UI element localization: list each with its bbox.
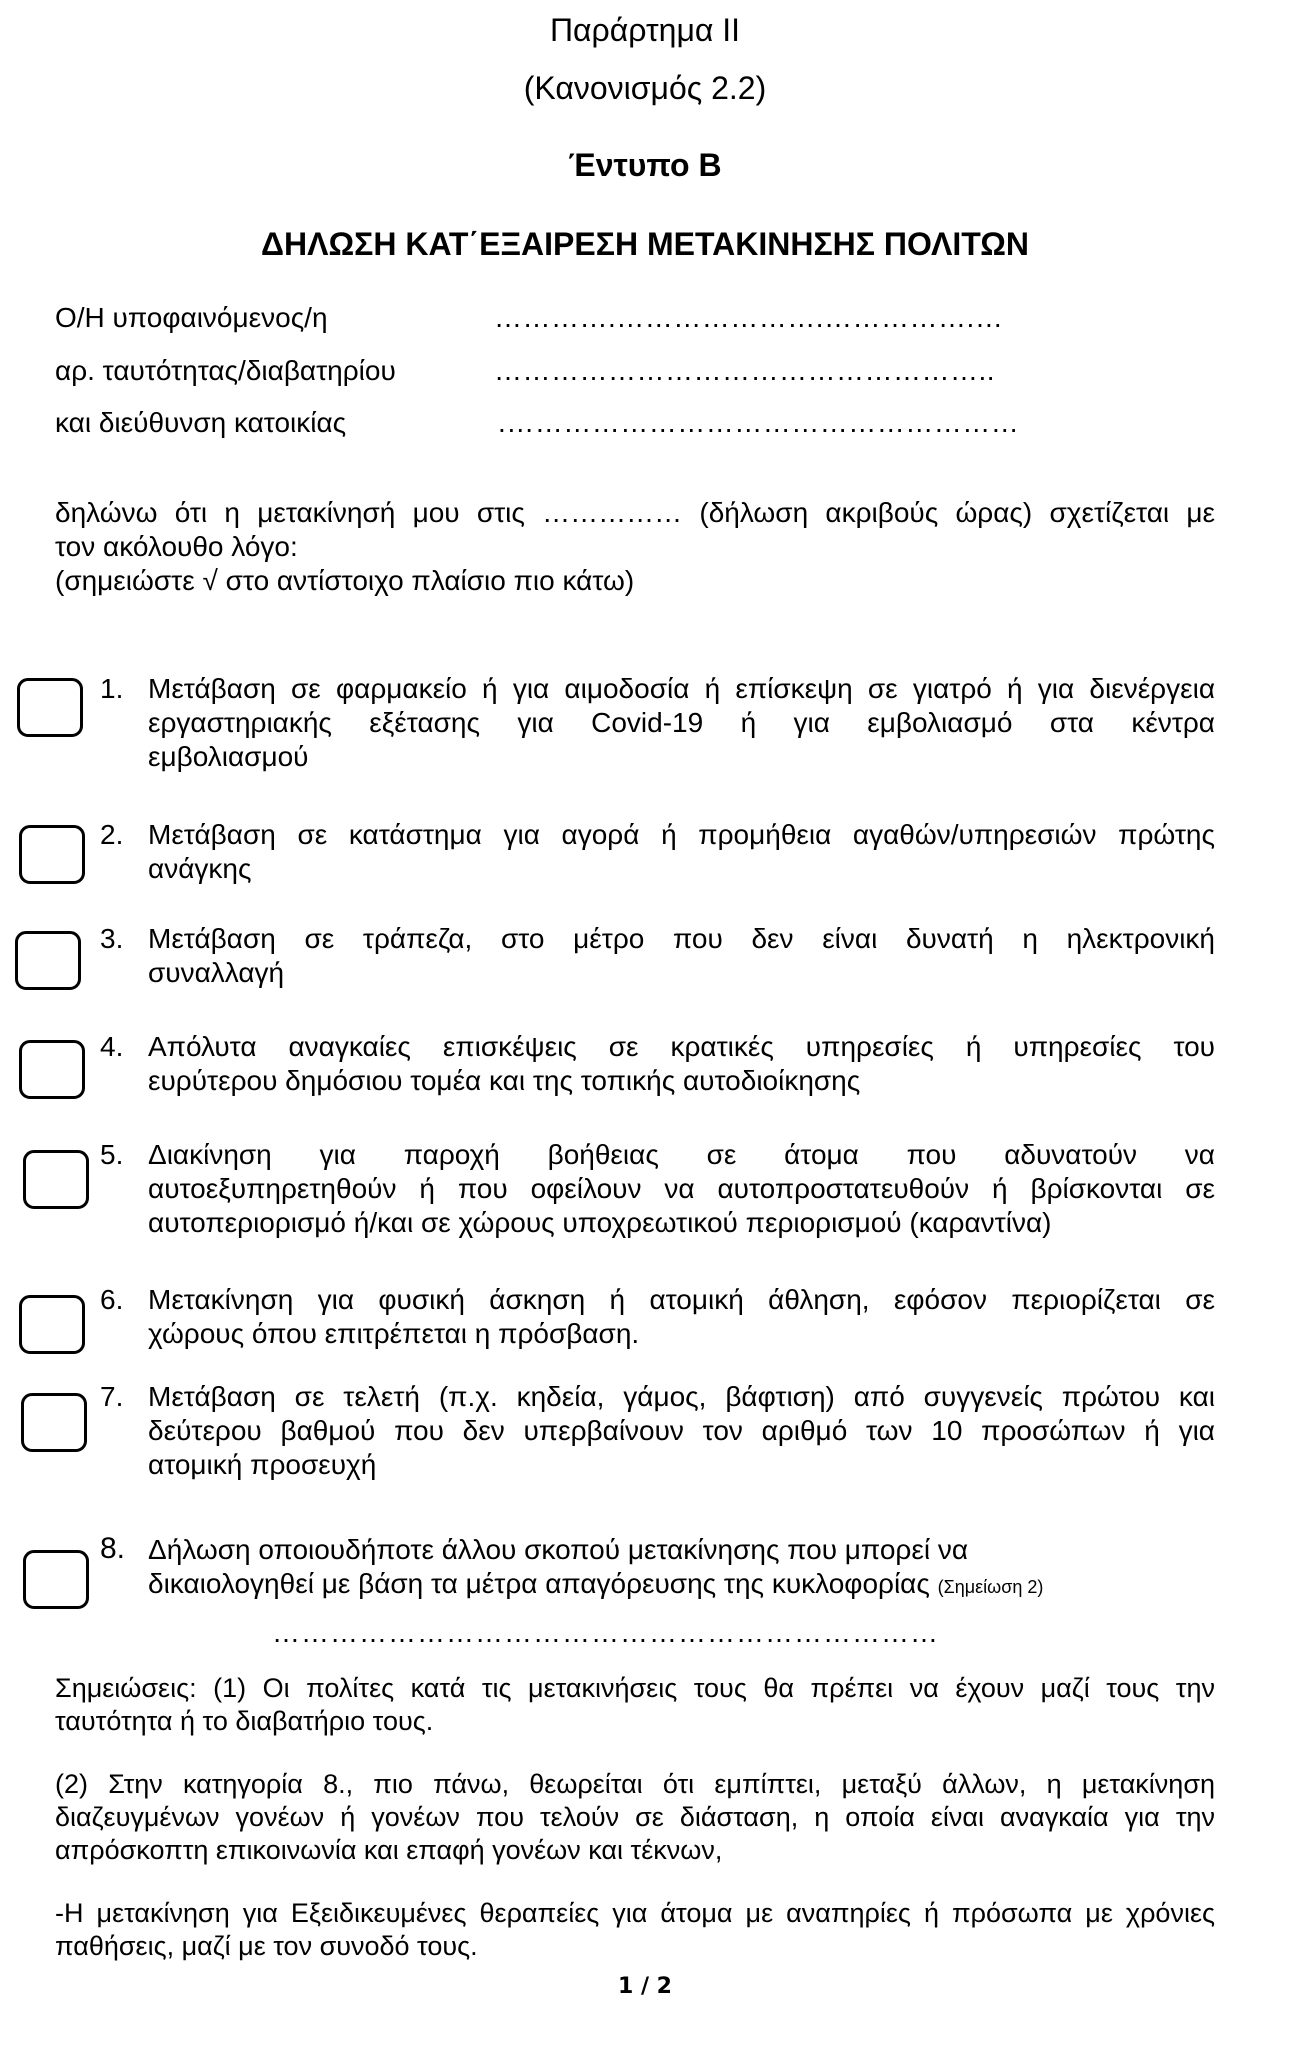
reason-text — [148, 922, 1215, 990]
reason-text-line: Δήλωση οποιουδήποτε άλλου σκοπού μετακίνησης που μπορεί να — [148, 1534, 969, 1565]
reason-number: 3. — [100, 923, 124, 954]
reason-text-line: συναλλαγή — [148, 957, 285, 988]
name-label: Ο/Η υποφαινόμενος/η — [55, 302, 328, 333]
reason-text — [148, 1533, 1215, 1604]
id-passport-label: αρ. ταυτότητας/διαβατηρίου — [55, 355, 396, 386]
reason-text-line: εργαστηριακής εξέτασης για Covid-19 ή για εμβολιασμό στα κέντρα — [148, 707, 1215, 738]
declaration-instruction: (σημειώστε √ στο αντίστοιχο πλαίσιο πιο κάτω) — [55, 565, 635, 596]
reason-text-line: ευρύτερου δημόσιου τομέα και της τοπικής αυτοδιοίκησης — [148, 1065, 861, 1096]
reason-number: 7. — [100, 1381, 124, 1412]
reason-text-line: δεύτερου βαθμού που δεν υπερβαίνουν τον αριθμό των 10 προσώπων ή για — [148, 1415, 1215, 1446]
other-purpose-field[interactable]: …………………………………………………………… — [272, 1617, 939, 1648]
name-field[interactable]: ………….………………….…………….… — [494, 302, 1004, 333]
note-line: παθήσεις, μαζί με τον συνοδό τους. — [55, 1931, 478, 1961]
form-heading: Έντυπο Β — [568, 147, 722, 183]
reason-text-line: ανάγκης — [148, 853, 252, 884]
reason-number: 6. — [100, 1284, 124, 1315]
reason-text-line: αυτοπεριορισμό ή/και σε χώρους υποχρεωτικού περιορισμού (καραντίνα) — [148, 1207, 1052, 1238]
note-1 — [55, 1672, 1215, 1738]
reason-checkbox-7[interactable] — [21, 1393, 87, 1452]
declaration-line-1[interactable]: δηλώνω ότι η μετακίνησή μου στις …………… (δήλωση ακριβούς ώρας) σχετίζεται με — [55, 497, 1215, 528]
notes-section — [55, 1672, 1215, 1963]
reason-checkbox-5[interactable] — [23, 1150, 89, 1209]
note-reference: (Σημείωση 2) — [937, 1577, 1044, 1597]
reason-checkbox-3[interactable] — [15, 931, 81, 990]
note-line: Σημειώσεις: (1) Οι πολίτες κατά τις μετακινήσεις τους θα πρέπει να έχουν μαζί τους την — [55, 1673, 1215, 1703]
reason-number: 1. — [100, 673, 124, 704]
reason-number: 8. — [100, 1532, 126, 1565]
reason-checkbox-2[interactable] — [19, 825, 85, 884]
reason-text-line: Μετάβαση σε φαρμακείο ή για αιμοδοσία ή επίσκεψη σε γιατρό ή για διενέργεια — [148, 673, 1215, 704]
note-3 — [55, 1897, 1215, 1963]
id-passport-field[interactable]: …………………………………………….. — [494, 355, 996, 386]
reason-number: 4. — [100, 1031, 124, 1062]
note-line: (2) Στην κατηγορία 8., πιο πάνω, θεωρείται ότι εμπίπτει, μεταξύ άλλων, η μετακίνηση — [55, 1769, 1215, 1799]
reason-number: 5. — [100, 1139, 124, 1170]
reason-checkbox-6[interactable] — [19, 1295, 85, 1354]
reason-text-line: αυτοεξυπηρετηθούν ή που οφείλουν να αυτοπροστατευθούν ή βρίσκονται σε — [148, 1173, 1215, 1204]
note-line: ταυτότητα ή το διαβατήριο τους. — [55, 1706, 434, 1736]
declaration-text — [55, 496, 1215, 598]
note-2 — [55, 1768, 1215, 1867]
reason-text — [148, 1138, 1215, 1240]
reason-text-line: δικαιολογηθεί με βάση τα μέτρα απαγόρευσης της κυκλοφορίας — [148, 1568, 930, 1599]
reason-checkbox-8[interactable] — [23, 1550, 89, 1609]
reason-text-line: εμβολιασμού — [148, 741, 309, 772]
reason-text-line: Μετάβαση σε κατάστημα για αγορά ή προμήθεια αγαθών/υπηρεσιών πρώτης — [148, 819, 1215, 850]
address-field[interactable]: .……………………………………………… — [498, 407, 1020, 438]
reason-number: 2. — [100, 819, 124, 850]
reason-text-line: Διακίνηση για παροχή βοήθειας σε άτομα που αδυνατούν να — [148, 1139, 1215, 1170]
reason-text-line: Απόλυτα αναγκαίες επισκέψεις σε κρατικές υπηρεσίες ή υπηρεσίες του — [148, 1031, 1215, 1062]
reason-text — [148, 1283, 1215, 1351]
reason-text-line: Μετάβαση σε τελετή (π.χ. κηδεία, γάμος, βάφτιση) από συγγενείς πρώτου και — [148, 1381, 1215, 1412]
annex-heading: Παράρτημα II — [549, 12, 741, 48]
reason-text — [148, 1030, 1215, 1098]
note-line: -Η μετακίνηση για Εξειδικευμένες θεραπείες για άτομα με αναπηρίες ή πρόσωπα με χρόνιες — [55, 1898, 1215, 1928]
declaration-line-2: τον ακόλουθο λόγο: — [55, 531, 298, 562]
reason-text-line: Μετακίνηση για φυσική άσκηση ή ατομική άθληση, εφόσον περιορίζεται σε — [148, 1284, 1215, 1315]
reason-checkbox-4[interactable] — [19, 1040, 85, 1099]
note-line: απρόσκοπτη επικοινωνία και επαφή γονέων και τέκνων, — [55, 1835, 723, 1865]
page-title: ΔΗΛΩΣΗ ΚΑΤ΄ΕΞΑΙΡΕΣΗ ΜΕΤΑΚΙΝΗΣΗΣ ΠΟΛΙΤΩΝ — [261, 226, 1029, 262]
reason-text — [148, 672, 1215, 774]
reason-text-line: ατομική προσευχή — [148, 1449, 377, 1480]
reason-text — [148, 818, 1215, 886]
reason-checkbox-1[interactable] — [17, 678, 83, 737]
regulation-heading: (Κανονισμός 2.2) — [523, 70, 767, 106]
note-line: διαζευγμένων γονέων ή γονέων που τελούν σε διάσταση, η οποία είναι αναγκαία για την — [55, 1802, 1215, 1832]
reason-text-line: χώρους όπου επιτρέπεται η πρόσβαση. — [148, 1318, 640, 1349]
reason-text-line: Μετάβαση σε τράπεζα, στο μέτρο που δεν είναι δυνατή η ηλεκτρονική — [148, 923, 1215, 954]
page-indicator: 1 / 2 — [618, 1974, 672, 1999]
address-label: και διεύθυνση κατοικίας — [55, 407, 347, 438]
reason-text — [148, 1380, 1215, 1482]
